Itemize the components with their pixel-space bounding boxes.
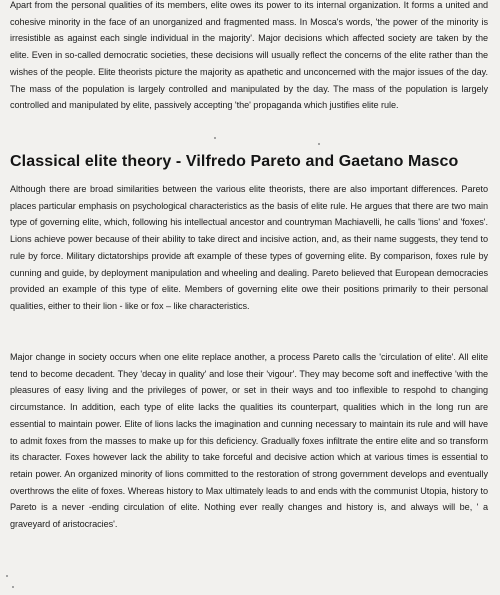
scan-speck bbox=[6, 575, 8, 577]
scan-speck bbox=[214, 137, 216, 139]
paragraph-circulation-of-elite: Major change in society occurs when one elite replace another, a process Pareto calls the 'circulation of elite'. All elite tend to become decadent. They 'decay in quality' and lose their 'vigour'. They may become soft and ineffective 'with the pleasures of easy living and the privileges of power, or set in their ways and too inflexible to respohd to changing circumstance. In addition, each type of elite lacks the qualities its counterpart, qualities which in the long run are essential to maintain power. Elite of lions lacks the imagination and cunning necessary to maintain its rule and will have to admit foxes from the masses to make up for this deficiency. Gradually foxes infiltrate the entire elite and so transform its character. Foxes however lack the ability to take forceful and decisive action which at various times is essential to retain power. An organized minority of lions committed to the restoration of strong government develops and eventually overthrows the elite of foxes. Whereas history to Max ultimately leads to and ends with the communist Utopia, history to Pareto is a never -ending circulation of elite. Nothing ever really changes and history is, and always will be, ' a graveyard of aristocracies'. bbox=[10, 352, 488, 530]
scan-speck bbox=[12, 586, 14, 588]
section-heading: Classical elite theory - Vilfredo Pareto and Gaetano Masco bbox=[10, 153, 459, 170]
paragraph-elite-organization: Apart from the personal qualities of its members, elite owes its power to its internal organization. It forms a united and cohesive minority in the face of an unorganized and fragmented mass. In Mosca's words, 'the power of the minority is irresistible as against each single individual in the majority'. Major decisions which affected society are taken by the elite. Even in so-called democratic societies, these decisions will usually reflect the concerns of the elite rather than the wishes of the people. Elite theorists picture the majority as apathetic and unconcerned with the major issues of the day. The mass of the population is largely controlled and manipulated by the day. The mass of the population is largely controlled and manipulated by elite, passively accepting 'the' propaganda which justifies elite rule. bbox=[10, 0, 488, 111]
paragraph-lions-and-foxes: Although there are broad similarities between the various elite theorists, there are also important differences. Pareto places particular emphasis on psychological characteristics as the basis of elite rule. He argues that there are two main type of governing elite, which, following his intellectual ancestor and countryman Machiavelli, he calls 'lions' and 'foxes'. Lions achieve power because of their ability to take direct and incisive action, and, as their name suggests, they tend to rule by force. Military dictatorships provide aft example of these types of governing elite. By comparison, foxes rule by cunning and guide, by deployment manipulation and wheeling and dealing. Pareto believed that European democracies provided an example of this type of elite. Members of governing elite owe their positions primarily to their personal qualities, either to their lion - like or fox – like characteristics. bbox=[10, 184, 488, 311]
scan-speck bbox=[318, 143, 320, 145]
